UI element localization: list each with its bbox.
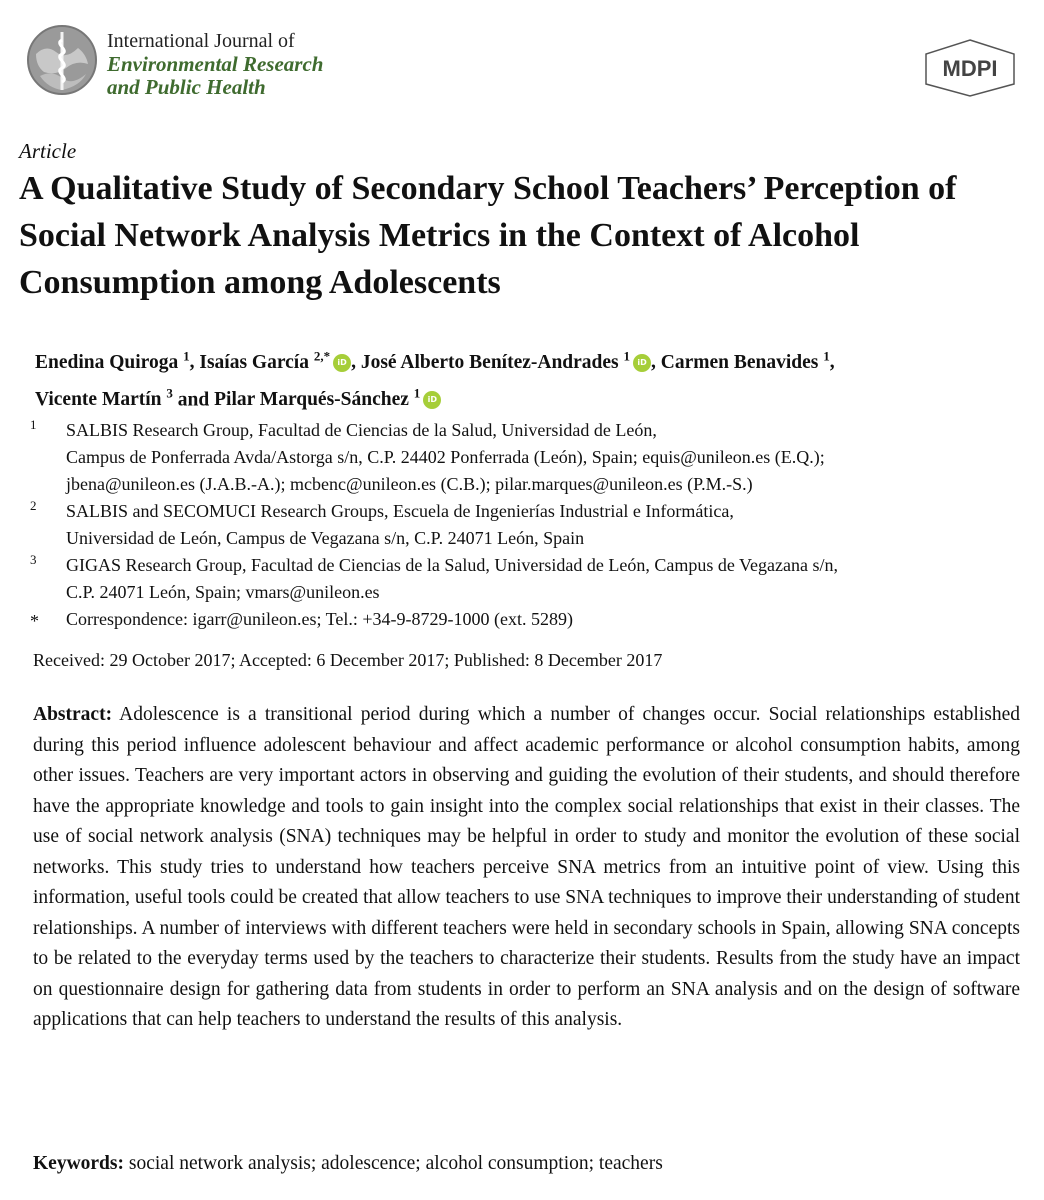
orcid-icon[interactable]: iD: [333, 354, 351, 372]
author[interactable]: [35, 385, 173, 410]
keywords-label: Keywords:: [33, 1153, 124, 1174]
orcid-icon[interactable]: iD: [633, 354, 651, 372]
author-separator: ,: [351, 351, 361, 373]
author-name: Carmen Benavides: [660, 351, 819, 373]
journal-emblem-icon: [26, 24, 98, 96]
keywords-text: social network analysis; adolescence; alcohol consumption; teachers: [128, 1153, 663, 1174]
affiliation-1: [30, 417, 1030, 498]
journal-name-line3: and Public Health: [107, 75, 266, 99]
affiliation-number: 1: [30, 417, 37, 432]
author[interactable]: [35, 348, 190, 373]
author-name: Enedina Quiroga: [35, 351, 179, 373]
paper-title: A Qualitative Study of Secondary School Teachers’ Perception of Social Network Analysis Metrics in the Context of Alcohol Consumption among Adolescents: [19, 170, 957, 301]
article-type: Article: [19, 139, 77, 163]
author-name: Vicente Martín: [35, 389, 162, 410]
journal-name: [107, 30, 323, 99]
mdpi-logo: [922, 38, 1018, 98]
author-affiliation-ref: 1: [823, 348, 830, 363]
journal-name-line1: International Journal of: [107, 30, 295, 52]
correspondence-line: Correspondence: igarr@unileon.es; Tel.: +34-9-8729-1000 (ext. 5289): [66, 609, 574, 629]
affiliation-2: [30, 498, 1030, 552]
author-name: José Alberto Benítez-Andrades: [360, 351, 619, 373]
author-separator: ,: [651, 351, 661, 373]
affiliation-number: 2: [30, 498, 37, 513]
author-separator: ,: [829, 351, 835, 373]
mdpi-logo-text: MDPI: [942, 56, 998, 81]
author-affiliation-ref: 1: [183, 348, 190, 363]
author-separator: ,: [189, 351, 200, 373]
author-affiliation-ref: 2,*: [313, 348, 331, 363]
orcid-icon[interactable]: iD: [423, 391, 441, 409]
author-separator: and: [172, 389, 215, 410]
keywords: [33, 1153, 663, 1175]
affiliation-line: SALBIS Research Group, Facultad de Ciencias de la Salud, Universidad de León,: [66, 420, 657, 440]
author[interactable]: [360, 348, 651, 373]
correspondence-marker: *: [30, 611, 39, 631]
abstract-text: Adolescence is a transitional period during which a number of changes occur. Social relationships established during this period influence adolescent behaviour and affect academic performance or alcohol consumption habits, among other issues. Teachers are very important actors in observing and guiding the evolution of their students, and should therefore have the appropriate knowledge and tools to gain insight into the complex social relationships that exist in their classes. The use of social network analysis (SNA) techniques may be helpful in order to study and monitor the evolution of these social networks. This study tries to understand how teachers perceive SNA metrics from an intuitive point of view. Using this information, useful tools could be created that allow teachers to use SNA techniques to improve their understanding of student relationships. A number of interviews with different teachers were held in secondary schools in Spain, allowing SNA concepts to be related to the everyday terms used by the teachers to characterize their students. Results from the study have an impact on questionnaire design for gathering data from students in order to perform an SNA analysis and on the design of software applications that can help teachers to understand the results of this analysis.: [33, 704, 1020, 1030]
abstract: [33, 700, 1020, 1036]
affiliation-line: Campus de Ponferrada Avda/Astorga s/n, C.P. 24402 Ponferrada (León), Spain; equis@unileon.es (E.Q.);: [66, 447, 825, 467]
author[interactable]: [214, 385, 441, 410]
author-name: Pilar Marqués-Sánchez: [214, 389, 409, 410]
author[interactable]: [660, 348, 830, 373]
author-name: Isaías García: [199, 351, 309, 373]
author[interactable]: [199, 348, 351, 373]
publication-dates: Received: 29 October 2017; Accepted: 6 December 2017; Published: 8 December 2017: [33, 650, 663, 670]
affiliation-3: [30, 552, 1030, 606]
author-affiliation-ref: 3: [166, 385, 173, 401]
author-affiliation-ref: 1: [413, 385, 421, 401]
author-affiliation-ref: 1: [623, 348, 631, 363]
correspondence: [30, 606, 1030, 633]
affiliation-line: GIGAS Research Group, Facultad de Ciencias de la Salud, Universidad de León, Campus de Vegazana s/n,: [66, 555, 838, 575]
journal-name-line2: Environmental Research: [107, 52, 324, 76]
affiliation-line: jbena@unileon.es (J.A.B.-A.); mcbenc@unileon.es (C.B.); pilar.marques@unileon.es (P.M.-S.): [66, 474, 753, 494]
abstract-label: Abstract:: [33, 704, 113, 725]
affiliation-line: Universidad de León, Campus de Vegazana s/n, C.P. 24071 León, Spain: [66, 528, 585, 548]
affiliation-line: SALBIS and SECOMUCI Research Groups, Escuela de Ingenierías Industrial e Informática,: [66, 501, 734, 521]
affiliation-number: 3: [30, 552, 37, 567]
author-list: [35, 340, 1030, 415]
affiliation-line: C.P. 24071 León, Spain; vmars@unileon.es: [66, 582, 380, 602]
